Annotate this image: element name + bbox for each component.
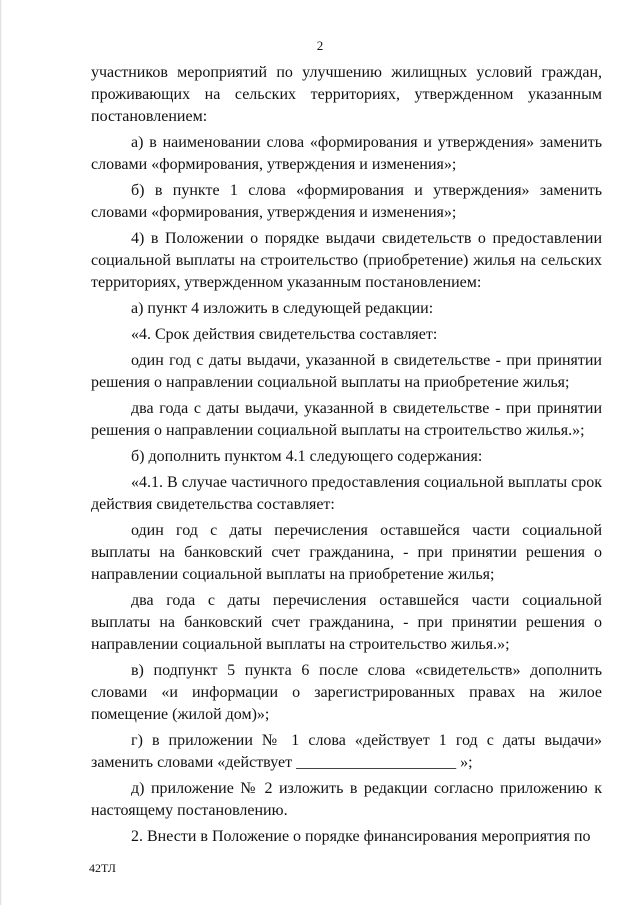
paragraph-item-v: в) подпункт 5 пункта 6 после слова «свидетельств» дополнить словами «и информации о зарегистрированных правах на жилое помещение (жилой дом)»;: [91, 662, 602, 723]
paragraph-item-g: г) в приложении № 1 слова «действует 1 год с даты выдачи» заменить словами «действует ____________________ »;: [91, 732, 602, 771]
paragraph-item-4a: а) пункт 4 изложить в следующей редакции:: [131, 300, 434, 317]
footer-code: 42ТЛ: [89, 861, 116, 875]
paragraph-partial-two-years: два года с даты перечисления оставшейся части социальной выплаты на банковский счет гражданина, - при принятии решения о направлении социальной выплаты на строительство жилья.»;: [91, 592, 602, 653]
paragraph-item-2: 2. Внести в Положение о порядке финансирования мероприятия по: [131, 828, 591, 845]
paragraph-one-year: один год с даты выдачи, указанной в свидетельстве - при принятии решения о направлении социальной выплаты на приобретение жилья;: [91, 352, 602, 391]
paragraph-item-b: б) в пункте 1 слова «формирования и утверждения» заменить словами «формирования, утверждения и изменения»;: [91, 182, 602, 221]
paragraph-partial-one-year: один год с даты перечисления оставшейся части социальной выплаты на банковский счет гражданина, - при принятии решения о направлении социальной выплаты на приобретение жилья;: [91, 522, 602, 583]
paragraph-two-years: два года с даты выдачи, указанной в свидетельстве - при принятии решения о направлении социальной выплаты на строительство жилья.»;: [91, 400, 602, 439]
page-number: 2: [316, 38, 324, 53]
paragraph-clause-4: «4. Срок действия свидетельства составляет:: [131, 326, 438, 343]
paragraph-item-4b: б) дополнить пунктом 4.1 следующего содержания:: [131, 448, 483, 465]
paragraph-item-a: а) в наименовании слова «формирования и утверждения» заменить словами «формирования, утверждения и изменения»;: [91, 134, 602, 173]
paragraph-item-d: д) приложение № 2 изложить в редакции согласно приложению к настоящему постановлению.: [91, 780, 602, 819]
page-edge: [0, 0, 2, 905]
paragraph-continuation: участников мероприятий по улучшению жилищных условий граждан, проживающих на сельских территориях, утвержденном указанным постановлением:: [91, 64, 602, 125]
document-body: [91, 62, 602, 852]
paragraph-item-4: 4) в Положении о порядке выдачи свидетельств о предоставлении социальной выплаты на строительство (приобретение) жилья на сельских территориях, утвержденном указанным постановлением:: [91, 230, 602, 291]
paragraph-clause-4-1: «4.1. В случае частичного предоставления социальной выплаты срок действия свидетельства составляет:: [91, 474, 602, 513]
